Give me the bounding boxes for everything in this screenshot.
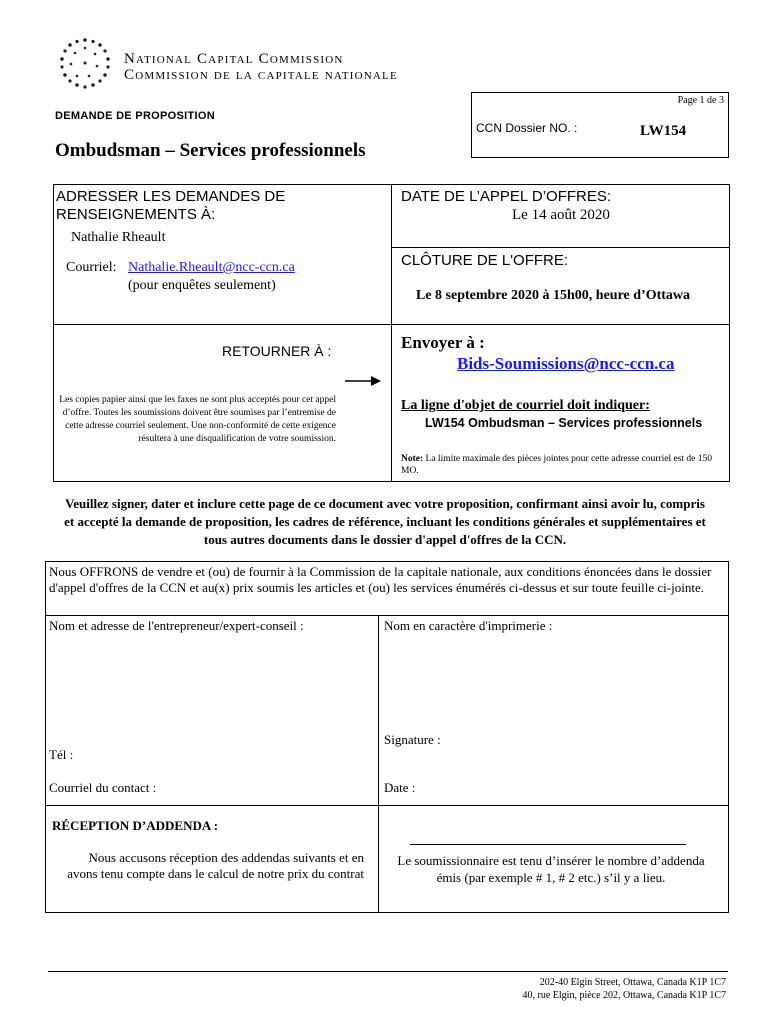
doc-type: DEMANDE DE PROPOSITION: [55, 110, 216, 122]
signature-label: Signature :: [384, 732, 441, 747]
send-heading: Envoyer à :: [401, 333, 485, 352]
addenda-heading: RÉCEPTION D’ADDENDA :: [52, 818, 219, 833]
inquiries-heading-line2: RENSEIGNEMENTS À:: [56, 206, 216, 223]
page-title: Ombudsman – Services professionnels: [55, 140, 366, 161]
phone-field[interactable]: [80, 744, 370, 764]
footer-address-fr: 40, rue Elgin, pièce 202, Ottawa, Canada K1P 1C7: [522, 990, 726, 1001]
date-label: Date :: [384, 780, 416, 795]
dossier-box: [471, 92, 729, 158]
addenda-instruction: Le soumissionnaire est tenu d’insérer le nombre d’addenda émis (par exemple # 1, # 2 etc.) s’il y a lieu.: [397, 853, 705, 885]
contact-email-field[interactable]: [170, 777, 370, 797]
contractor-name-address-field[interactable]: [46, 634, 376, 744]
closing-heading: CLÔTURE DE L'OFFRE:: [401, 252, 569, 269]
addenda-number-field[interactable]: [410, 824, 686, 845]
page-label: Page 1 de 3: [677, 95, 724, 106]
return-label: RETOURNER À :: [222, 343, 332, 359]
footer-address-en: 202-40 Elgin Street, Ottawa, Canada K1P 1C7: [539, 977, 726, 988]
footer-address: [400, 976, 726, 1002]
note-label: Note:: [401, 454, 424, 464]
contractor-label: Nom et adresse de l'entrepreneur/expert-conseil :: [49, 618, 304, 633]
subject-heading: La ligne d'objet de courriel doit indiquer:: [401, 398, 650, 413]
note-text: La limite maximale des pièces jointes pour cette adresse courriel est de 150 MO.: [401, 454, 713, 476]
contact-name: Nathalie Rheault: [71, 230, 166, 245]
email-label: Courriel:: [66, 260, 117, 275]
org-name-en: National Capital Commission: [124, 51, 344, 67]
dossier-label: CCN Dossier NO. :: [476, 121, 578, 135]
contact-email-link[interactable]: Nathalie.Rheault@ncc-ccn.ca: [128, 260, 295, 275]
subject-value: LW154 Ombudsman – Services professionnels: [425, 416, 703, 430]
addenda-text: Nous accusons réception des addendas suivants et en avons tenu compte dans le calcul de notre prix du contrat: [67, 850, 364, 881]
org-name-fr: Commission de la capitale nationale: [124, 67, 398, 83]
arrow-right-icon: [345, 373, 381, 383]
inquiries-heading-line1: ADRESSER LES DEMANDES DE: [56, 188, 286, 205]
closing-value: Le 8 septembre 2020 à 15h00, heure d’Ottawa: [416, 288, 691, 303]
phone-label: Tél :: [49, 747, 74, 762]
print-name-field[interactable]: [380, 634, 726, 724]
email-note: (pour enquêtes seulement): [128, 278, 276, 293]
print-name-label: Nom en caractère d'imprimerie :: [384, 618, 553, 633]
return-note: Les copies papier ainsi que les faxes ne sont plus acceptés pour cet appel d’offre. Toutes les soumissions doivent être soumises par l’entremise de cette adresse courriel seulement. Une non-conformité de cette exigence résultera à une disqualification de votre soumission.: [59, 395, 336, 444]
offer-statement: Nous OFFRONS de vendre et (ou) de fournir à la Commission de la capitale nationale, aux conditions énoncées dans le dossier d'appel d'offres de la CCN et au(x) prix soumis les articles et (ou) les services énumérés ci-dessus et sur toute feuille ci-jointe.: [49, 564, 712, 595]
ncc-logo: [55, 34, 115, 94]
date-heading: DATE DE L’APPEL D’OFFRES:: [401, 188, 612, 205]
signature-field[interactable]: [450, 726, 720, 752]
signing-instruction: Veuillez signer, dater et inclure cette page de ce document avec votre proposition, confirmant ainsi avoir lu, compris et accepté la demande de proposition, les cadres de référence, incluant les conditions générales et supplémentaires et tous autres documents dans le dossier d'appel d'offres de la CCN.: [64, 496, 706, 547]
inquiries-heading: [56, 188, 285, 224]
bids-email-link[interactable]: Bids-Soumissions@ncc-ccn.ca: [457, 354, 675, 373]
date-field[interactable]: [425, 777, 720, 797]
attachment-note: [401, 453, 727, 477]
date-value: Le 14 août 2020: [512, 207, 610, 223]
contact-email-label: Courriel du contact :: [49, 780, 157, 795]
dossier-number: LW154: [640, 123, 687, 139]
